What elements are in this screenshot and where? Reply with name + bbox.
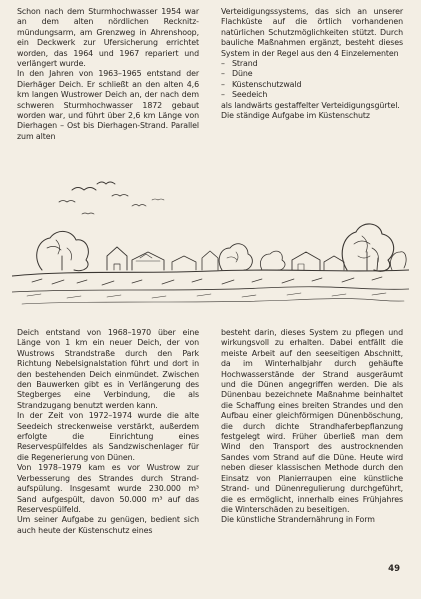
paragraph: Die künstliche Strandernährung in Form bbox=[221, 515, 375, 525]
paragraph: Von 1978–1979 kam es vor Wustrow zur Verbesserung des Strandes durch Strandaufspülung. Insgesamt wurde 230.000 m³ Sand aufgespült, davon 50.000 m³ auf das Reservespülfeld. bbox=[17, 463, 199, 514]
list-item: – Strand bbox=[221, 59, 403, 69]
page-number: 49 bbox=[388, 564, 400, 574]
paragraph: als landwärts gestaffelter Verteidigungsgürtel. bbox=[221, 100, 400, 110]
paragraph: Schon nach dem Sturmhochwasser 1954 war an dem alten nördlichen Recknitzmündungsarm, am Grenzweg in Ahrenshoop, ein Deckwerk zur Ufersicherung errichtet worden, das 1964 und 1967 repariert und verlängert wurde. bbox=[17, 7, 199, 69]
column-top-left bbox=[17, 7, 199, 142]
landscape-sketch bbox=[12, 178, 409, 318]
column-bottom-left bbox=[17, 328, 199, 536]
column-bottom-right bbox=[221, 328, 403, 526]
list-item: – Düne bbox=[221, 69, 403, 79]
paragraph: Deich entstand von 1968–1970 über eine Länge von 1 km ein neuer Deich, der von Wustrows Strandstraße durch den Park Richtung Nebelsignalstation führt und dort in den bestehenden Deich einmündet. Zwischen den Bauwerken gibt es in Verlängerung des Stegberges eine Verbindung, die als Strandzugang benutzt werden kann. bbox=[17, 328, 199, 410]
list-item: – Küstenschutzwald bbox=[221, 80, 403, 90]
paragraph: Um seiner Aufgabe zu genügen, bedient sich auch heute der Küstenschutz eines bbox=[17, 515, 199, 535]
paragraph: besteht darin, dieses System zu pflegen und wirkungsvoll zu erhalten. Dabei entfällt die meiste Arbeit auf den seeseitigen Abschnitt, da im Winterhalbjahr durch gehäufte Hochwasserstände der Strand ausgeräumt und die Dünen angegriffen werden. Die als Dünenbau bezeichnete Maßnahme beinhaltet die Schaffung eines breiten Strandes und den Aufbau einer gleichförmigen Dünenböschung, die durch dichte Strandhaferbepflanzung festgelegt wird. Früher überließ man dem Wind den Transport des austrocknenden Sandes vom Strand auf die Düne. Heute wird neben dieser klassischen Methode durch den Einsatz von Planierraupen eine künstliche Strand- und Dünenregulierung durchgeführt, die es ermöglicht, innerhalb eines Frühjahres die Winterschäden zu beseitigen. bbox=[221, 328, 403, 514]
paragraph: Verteidigungssystems, das sich an unserer Flachküste auf die örtlich vorhandenen natürlichen Schutzmöglichkeiten stützt. Durch bauliche Maßnahmen ergänzt, besteht dieses System in der Regel aus den 4 Einzelementen bbox=[221, 7, 403, 58]
paragraph: Die ständige Aufgabe im Küstenschutz bbox=[221, 111, 370, 121]
paragraph: In der Zeit von 1972–1974 wurde die alte Seedeich streckenweise verstärkt, außerdem erfolgte die Einrichtung eines Reservespülfeldes als Sandzwischenlager für die Regenerierung von Dünen. bbox=[17, 411, 199, 462]
list-item: – Seedeich bbox=[221, 90, 403, 100]
defense-elements-list bbox=[221, 59, 403, 101]
column-top-right bbox=[221, 7, 403, 121]
paragraph: In den Jahren von 1963–1965 entstand der Dierhäger Deich. Er schließt an den alten 4,6 km langen Wustrower Deich an, der nach dem schweren Sturmhochwasser 1872 gebaut worden war, und führt über 2,6 km Länge von Dierhagen – Ost bis Dierhagen-Strand. Parallel zum alten bbox=[17, 69, 199, 141]
